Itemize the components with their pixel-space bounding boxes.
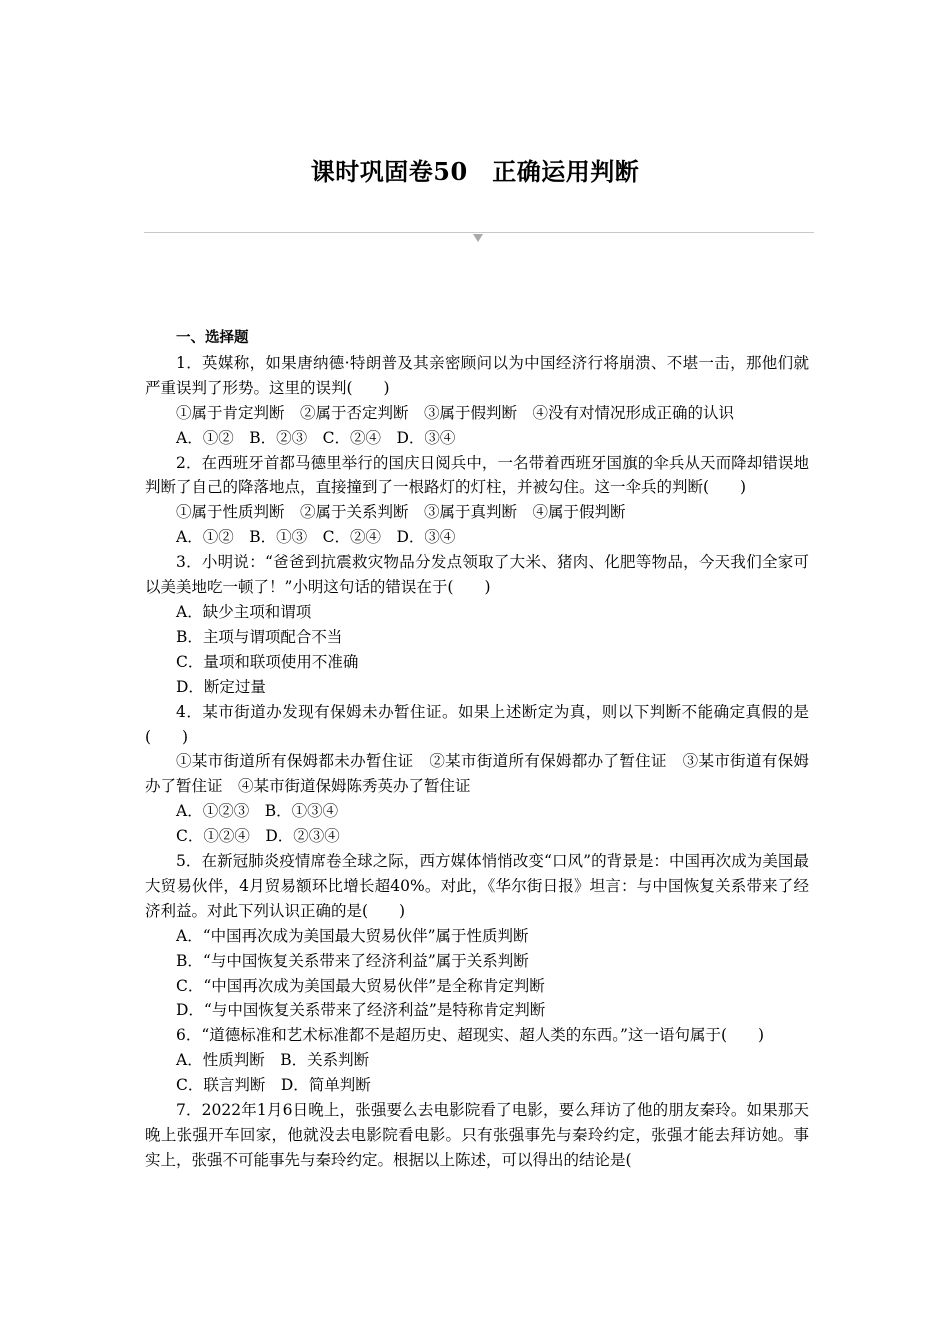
question-3-option-d: D．断定过量 — [176, 677, 266, 696]
question-5-option-d: D．“与中国恢复关系带来了经济利益”是特称肯定判断 — [176, 1001, 546, 1020]
question-6-options-ab: A．性质判断 B．关系判断 — [176, 1051, 370, 1070]
section-heading: 一、选择题 — [176, 330, 249, 346]
question-6-stem: 6．“道德标准和艺术标准都不是超历史、超现实、超人类的东西。”这一语句属于( ) — [176, 1026, 765, 1045]
question-2-items: ①属于性质判断 ②属于关系判断 ③属于真判断 ④属于假判断 — [176, 503, 626, 522]
question-5-option-c: C．“中国再次成为美国最大贸易伙伴”是全称肯定判断 — [176, 976, 545, 995]
divider-triangle-icon — [473, 234, 483, 242]
title-divider — [144, 232, 814, 233]
question-3-option-c: C．量项和联项使用不准确 — [176, 652, 359, 671]
question-3-option-a: A．缺少主项和谓项 — [176, 602, 312, 621]
question-4-options-cd: C．①②④ D．②③④ — [176, 827, 340, 846]
question-3-option-b: B．主项与谓项配合不当 — [176, 627, 343, 646]
question-4-stem: 4．某市街道办发现有保姆未办暂住证。如果上述断定为真，则以下判断不能确定真假的是( ) — [145, 702, 809, 746]
question-4-items: ①某市街道所有保姆都未办暂住证 ②某市街道所有保姆都办了暂住证 ③某市街道有保姆办了暂住证 ④某市街道保姆陈秀英办了暂住证 — [145, 752, 809, 796]
question-2-stem: 2．在西班牙首都马德里举行的国庆日阅兵中，一名带着西班牙国旗的伞兵从天而降却错误地判断了自己的降落地点，直接撞到了一根路灯的灯柱，并被勾住。这一伞兵的判断( ) — [145, 453, 809, 497]
question-5-option-a: A．“中国再次成为美国最大贸易伙伴”属于性质判断 — [176, 926, 529, 945]
question-4-options-ab: A．①②③ B．①③④ — [176, 802, 339, 821]
question-7-stem: 7．2022年1月6日晚上，张强要么去电影院看了电影，要么拜访了他的朋友秦玲。如果那天晚上张强开车回家，他就没去电影院看电影。只有张强事先与秦玲约定，张强才能去拜访她。事实上，张强不可能事先与秦玲约定。根据以上陈述，可以得出的结论是( — [145, 1101, 809, 1169]
question-5-stem: 5．在新冠肺炎疫情席卷全球之际，西方媒体悄悄改变“口风”的背景是：中国再次成为美国最大贸易伙伴，4月贸易额环比增长超40%。对此，《华尔街日报》坦言：与中国恢复关系带来了经济利益。对此下列认识正确的是( ) — [145, 852, 809, 920]
question-6-options-cd: C．联言判断 D．简单判断 — [176, 1076, 371, 1095]
question-1-options: A．①② B．②③ C．②④ D．③④ — [176, 428, 456, 447]
question-list — [145, 326, 809, 1173]
question-2-options: A．①② B．①③ C．②④ D．③④ — [176, 528, 456, 547]
question-5-option-b: B．“与中国恢复关系带来了经济利益”属于关系判断 — [176, 951, 529, 970]
question-1-stem: 1．英媒称，如果唐纳德·特朗普及其亲密顾问以为中国经济行将崩溃、不堪一击，那他们就严重误判了形势。这里的误判( ) — [145, 353, 809, 397]
question-1-items: ①属于肯定判断 ②属于否定判断 ③属于假判断 ④没有对情况形成正确的认识 — [176, 403, 735, 422]
question-3-stem: 3．小明说：“爸爸到抗震救灾物品分发点领取了大米、猪肉、化肥等物品，今天我们全家可以美美地吃一顿了！”小明这句话的错误在于( ) — [145, 553, 809, 597]
page-title: 课时巩固卷50 正确运用判断 — [310, 157, 640, 186]
